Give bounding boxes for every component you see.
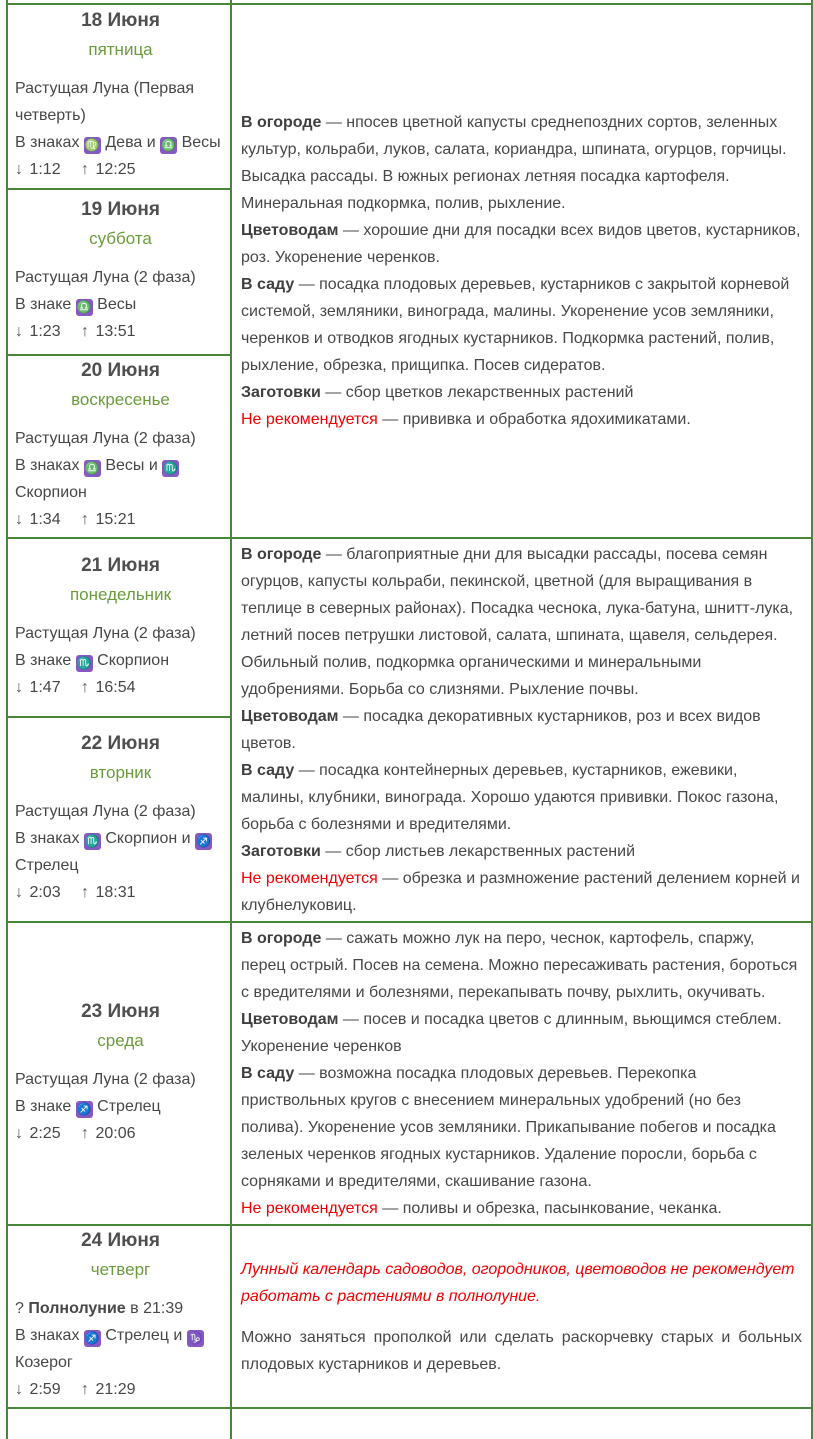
zodiac-signs-line xyxy=(15,129,226,156)
day-date: 23 Июня xyxy=(81,1000,160,1022)
zodiac-sagittarius-icon: ♐ xyxy=(196,834,212,849)
advice-text: — сбор цветков лекарственных растений xyxy=(320,384,634,401)
not-recommended-label: Не рекомендуется xyxy=(241,1200,378,1217)
advice-text: — посев и посадка цветов с длинным, вьющимся стеблем. Укоренение черенков xyxy=(241,1011,782,1055)
next-row-right-cell xyxy=(231,1408,812,1439)
full-moon-label: Полнолуние xyxy=(28,1300,126,1317)
day-date: 21 Июня xyxy=(81,554,160,576)
zodiac-sign-name: Весы xyxy=(105,457,145,474)
zodiac-sign-name: Стрелец xyxy=(97,1097,161,1115)
signs-prefix: В знаке xyxy=(15,1097,72,1115)
advice-label: В саду xyxy=(241,1065,295,1082)
day-cell-18-june xyxy=(7,4,231,189)
signs-joiner: и xyxy=(173,1327,183,1344)
moon-phase: Растущая Луна (2 фаза) xyxy=(15,269,196,286)
signs-prefix: В знаках xyxy=(15,1327,80,1344)
moonrise-time: 16:54 xyxy=(95,678,136,696)
zodiac-signs-line xyxy=(15,291,226,318)
advice-text: — прививка и обработка ядохимикатами. xyxy=(377,411,691,428)
not-recommended-paragraph xyxy=(241,406,802,433)
zodiac-sagittarius-icon: ♐ xyxy=(76,1101,92,1116)
signs-prefix: В знаках xyxy=(15,134,80,151)
moonset-arrow-icon: ↓ xyxy=(15,1124,23,1142)
signs-prefix: В знаках xyxy=(15,457,80,474)
day-weekday: понедельник xyxy=(69,584,172,604)
moonrise-time: 13:51 xyxy=(95,323,136,340)
advice-label: В огороде xyxy=(241,114,322,131)
advice-paragraph xyxy=(241,217,802,271)
advice-text: — посадка декоративных кустарников, роз и всех видов цветов. xyxy=(241,708,761,752)
zodiac-signs-line xyxy=(15,647,226,674)
day-date: 18 Июня xyxy=(81,10,160,31)
day-weekday: пятница xyxy=(88,40,153,59)
zodiac-libra-icon: ♎ xyxy=(84,461,100,475)
zodiac-sign-name: Весы xyxy=(97,296,137,313)
advice-paragraph xyxy=(241,109,802,217)
day-weekday: четверг xyxy=(90,1260,151,1279)
zodiac-sign-name: Стрелец xyxy=(105,1327,169,1344)
full-moon-warning: Лунный календарь садоводов, огородников, цветоводов не рекомендует работать с растениями в полнолуние. xyxy=(241,1260,795,1305)
moon-phase: Растущая Луна (Первая четверть) xyxy=(15,80,195,124)
moonrise-arrow-icon: ↑ xyxy=(81,1381,90,1398)
moonrise-arrow-icon: ↑ xyxy=(81,884,90,902)
advice-paragraph xyxy=(241,541,802,703)
advice-paragraph xyxy=(241,925,802,1006)
moonrise-time: 18:31 xyxy=(95,884,136,902)
moon-phase: Растущая Луна (2 фаза) xyxy=(15,1070,196,1088)
moonrise-time: 20:06 xyxy=(95,1124,136,1142)
zodiac-sign-name: Весы xyxy=(181,134,221,151)
zodiac-sign-name: Козерог xyxy=(15,1354,73,1371)
next-row-edge xyxy=(7,1408,812,1439)
advice-text: — нпосев цветной капусты среднепоздних сортов, зеленных культур, кольраби, луков, салата, кориандра, шпината, огурцов, горчицы. Высадка рассады. В южных регионах летняя посадка картофеля. Минеральная подкормка, полив, рыхление. xyxy=(241,114,787,212)
advice-label: Цветоводам xyxy=(241,1011,339,1028)
day-date: 19 Июня xyxy=(81,199,160,220)
advice-cell-24-june xyxy=(231,1225,812,1408)
full-moon-note: Можно заняться прополкой или сделать раскорчевку старых и больных плодовых кустарников и деревьев. xyxy=(241,1328,802,1373)
moonset-arrow-icon: ↓ xyxy=(15,1381,23,1398)
moonrise-arrow-icon: ↑ xyxy=(81,511,90,528)
advice-label: В саду xyxy=(241,762,295,779)
moon-phase: Растущая Луна (2 фаза) xyxy=(15,803,196,821)
zodiac-signs-line xyxy=(15,1093,226,1120)
moon-times xyxy=(15,156,226,183)
advice-text: — хорошие дни для посадки всех видов цветов, кустарников, роз. Укоренение черенков. xyxy=(241,222,801,266)
zodiac-scorpio-icon: ♏ xyxy=(84,834,100,849)
signs-joiner: и xyxy=(146,134,156,151)
moonrise-arrow-icon: ↑ xyxy=(81,1124,90,1142)
not-recommended-label: Не рекомендуется xyxy=(241,870,378,887)
zodiac-sign-name: Скорпион xyxy=(15,484,87,501)
lunar-calendar-table xyxy=(6,0,813,1439)
signs-prefix: В знаке xyxy=(15,651,72,669)
advice-text: — поливы и обрезка, пасынкование, чеканка. xyxy=(377,1200,722,1217)
day-weekday: суббота xyxy=(89,229,152,248)
moonrise-time: 15:21 xyxy=(95,511,136,528)
day-weekday: воскресенье xyxy=(71,390,170,409)
moon-times xyxy=(15,318,226,345)
advice-paragraph xyxy=(241,757,802,838)
advice-label: Заготовки xyxy=(241,384,321,401)
advice-label: В огороде xyxy=(241,930,322,947)
day-weekday: вторник xyxy=(89,763,152,783)
advice-text: — сбор листьев лекарственных растений xyxy=(320,843,636,860)
moon-times xyxy=(15,879,226,906)
moonset-arrow-icon: ↓ xyxy=(15,161,23,178)
moonset-time: 2:25 xyxy=(29,1124,61,1142)
advice-text: — благоприятные дни для высадки рассады, посева семян огурцов, капусты кольраби, пекинской, цветной (для выращивания в теплице в северных районах). Посадка чеснока, лука-батуна, шнитт-лука, летний посев петрушки листовой, салата, шпината, щавеля, сельдерея. Обильный полив, подкормка органическими и минеральными удобрениями. Борьба со слизнями. Рыхление почвы. xyxy=(241,546,794,698)
moon-phase: Растущая Луна (2 фаза) xyxy=(15,430,196,447)
zodiac-scorpio-icon: ♏ xyxy=(76,655,92,670)
advice-text: — обрезка и размножение растений делением корней и клубнелуковиц. xyxy=(241,870,800,914)
advice-paragraph xyxy=(241,703,802,757)
advice-paragraph xyxy=(241,271,802,379)
signs-prefix: В знаках xyxy=(15,830,80,848)
advice-cell-21-22-june xyxy=(231,538,812,922)
moonrise-arrow-icon: ↑ xyxy=(81,678,90,696)
not-recommended-paragraph xyxy=(241,1195,802,1222)
advice-label: В саду xyxy=(241,276,295,293)
day-date: 24 Июня xyxy=(81,1230,160,1251)
phase-time: в 21:39 xyxy=(130,1300,184,1317)
moonset-time: 1:47 xyxy=(29,678,61,696)
zodiac-sign-name: Скорпион xyxy=(105,830,178,848)
advice-text: — посадка контейнерных деревьев, кустарников, ежевики, малины, клубники, винограда. Хорошо удаются прививки. Покос газона, борьба с болезнями и вредителями. xyxy=(241,762,779,833)
advice-cell-18-20-june xyxy=(231,4,812,538)
moonset-arrow-icon: ↓ xyxy=(15,511,23,528)
moonset-time: 1:12 xyxy=(29,161,61,178)
advice-cell-23-june xyxy=(231,922,812,1225)
day-cell-22-june xyxy=(7,717,231,922)
day-cell-23-june xyxy=(7,922,231,1225)
moonset-time: 1:34 xyxy=(29,511,61,528)
moon-times xyxy=(15,1376,226,1403)
moon-times xyxy=(15,506,226,533)
moonrise-time: 21:29 xyxy=(95,1381,136,1398)
moonset-arrow-icon: ↓ xyxy=(15,884,23,902)
zodiac-libra-icon: ♎ xyxy=(161,138,177,152)
signs-prefix: В знаке xyxy=(15,296,72,313)
moon-phase: Растущая Луна (2 фаза) xyxy=(15,624,196,642)
day-cell-19-june xyxy=(7,189,231,355)
advice-paragraph xyxy=(241,838,802,865)
advice-label: Цветоводам xyxy=(241,222,339,239)
zodiac-sign-name: Скорпион xyxy=(97,651,170,669)
advice-label: В огороде xyxy=(241,546,322,563)
zodiac-sign-name: Дева xyxy=(105,134,143,151)
advice-text: — сажать можно лук на перо, чеснок, картофель, спаржу, перец острый. Посев на семена. Можно пересаживать растения, бороться с вредителями и болезнями, перекапывать почву, рыхлить, окучивать. xyxy=(241,930,798,1001)
moonrise-arrow-icon: ↑ xyxy=(81,323,90,340)
day-date: 20 Июня xyxy=(81,360,160,381)
moonrise-time: 12:25 xyxy=(95,161,136,178)
day-cell-24-june xyxy=(7,1225,231,1408)
moon-phase xyxy=(15,1295,226,1322)
advice-paragraph xyxy=(241,1060,802,1195)
advice-label: Цветоводам xyxy=(241,708,339,725)
zodiac-scorpio-icon: ♏ xyxy=(163,461,179,475)
moonset-arrow-icon: ↓ xyxy=(15,323,23,340)
signs-joiner: и xyxy=(148,457,158,474)
zodiac-capricorn-icon: ♑ xyxy=(187,1331,203,1345)
zodiac-signs-line xyxy=(15,825,226,879)
zodiac-signs-line xyxy=(15,452,226,506)
advice-text: — возможна посадка плодовых деревьев. Перекопка приствольных кругов с внесением минеральных удобрений (но без полива). Укоренение усов земляники. Прикапывание побегов и посадка зеленых черенков ягодных кустарников. Удаление поросли, борьба с сорняками и вредителями, скашивание газона. xyxy=(241,1065,776,1190)
advice-paragraph xyxy=(241,379,802,406)
moon-times xyxy=(15,674,226,701)
not-recommended-label: Не рекомендуется xyxy=(241,411,378,428)
advice-paragraph xyxy=(241,1006,802,1060)
signs-joiner: и xyxy=(181,830,191,848)
next-row-left-cell xyxy=(7,1408,231,1439)
advice-label: Заготовки xyxy=(241,843,321,860)
day-weekday: среда xyxy=(97,1030,144,1050)
day-cell-20-june xyxy=(7,355,231,538)
moonset-arrow-icon: ↓ xyxy=(15,678,23,696)
moonset-time: 2:03 xyxy=(29,884,61,902)
phase-prefix: ? xyxy=(15,1300,24,1317)
zodiac-signs-line xyxy=(15,1322,226,1376)
day-date: 22 Июня xyxy=(81,733,160,755)
moonrise-arrow-icon: ↑ xyxy=(81,161,90,178)
zodiac-sign-name: Стрелец xyxy=(15,857,79,875)
zodiac-sagittarius-icon: ♐ xyxy=(84,1331,100,1345)
moon-times xyxy=(15,1120,226,1147)
advice-text: — посадка плодовых деревьев, кустарников с закрытой корневой системой, земляники, винограда, малины. Укоренение усов земляники, черенков и отводков ягодных кустарников. Подкормка растений, полив, рыхление, обрезка, прищипка. Посев сидератов. xyxy=(241,276,790,374)
zodiac-libra-icon: ♎ xyxy=(76,300,92,314)
not-recommended-paragraph xyxy=(241,865,802,919)
day-cell-21-june xyxy=(7,538,231,717)
moonset-time: 1:23 xyxy=(29,323,61,340)
moonset-time: 2:59 xyxy=(29,1381,61,1398)
zodiac-virgo-icon: ♍ xyxy=(84,138,100,152)
